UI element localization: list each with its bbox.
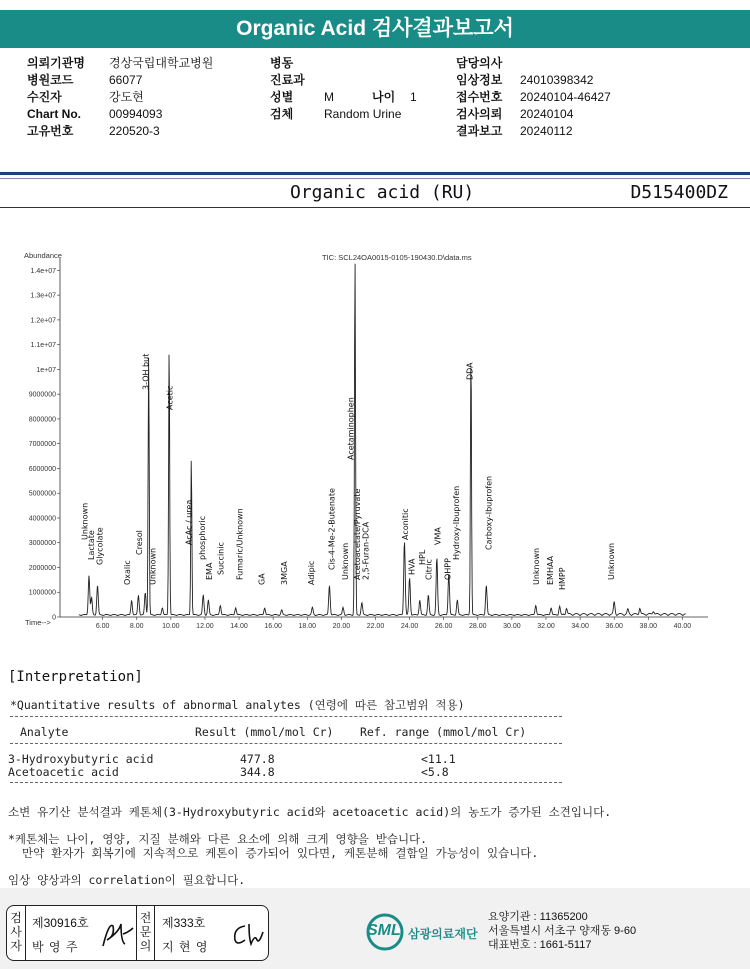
peak-annotation: Citric	[424, 559, 434, 580]
report-date-label: 결과보고	[456, 124, 503, 138]
peak-annotation: Acetic	[165, 385, 175, 410]
info-column-3	[456, 55, 611, 140]
info-column-2	[270, 55, 417, 123]
section-title: Organic acid (RU)	[290, 182, 475, 203]
peak-annotation: 3MGA	[279, 561, 289, 585]
peak-annotation: Glycolate	[95, 527, 105, 565]
note-line-3: 임상 양상과의 correlation이 필요합니다.	[8, 873, 246, 887]
section-code: D515400DZ	[630, 182, 728, 203]
x-tick-label: 36.00	[605, 623, 623, 630]
analyte-result: 477.8	[240, 752, 275, 766]
specialist-signature-icon	[229, 920, 265, 950]
analyte-name: 3-Hydroxybutyric acid	[8, 752, 154, 766]
chromatogram-chart	[0, 240, 750, 635]
x-tick-label: 16.00	[264, 623, 282, 630]
peak-annotation: Cis-4-Me-2-Butenate	[327, 488, 337, 570]
org-info	[488, 910, 636, 952]
patient-value: 강도현	[109, 90, 144, 104]
request-date-label: 검사의뢰	[456, 107, 503, 121]
x-tick-label: 14.00	[230, 623, 248, 630]
report-date-value: 20240112	[520, 124, 573, 138]
chart-no-value: 00994093	[109, 107, 163, 121]
chart-ylabel: Abundance	[24, 251, 62, 260]
clinical-info-label: 임상정보	[456, 73, 503, 87]
x-tick-label: 34.00	[571, 623, 589, 630]
peak-annotation: Fumaric/Unknown	[235, 508, 245, 580]
peak-annotation: phosphoric	[197, 515, 207, 560]
table-rule-mid	[10, 743, 562, 744]
specialist-role: 전문의	[136, 906, 155, 960]
analyte-ref: <5.8	[421, 765, 449, 779]
institution-value: 경상국립대학교병원	[109, 56, 214, 70]
section-rule	[0, 207, 750, 208]
section-header	[0, 180, 750, 206]
chart-title: TIC: SCL24OA0015-0105-190430.D\data.ms	[322, 253, 472, 262]
peak-annotation: 2,5-Furan-DCA	[361, 521, 371, 580]
conclusion-text: 소변 유기산 분석결과 케톤체(3-Hydroxybutyric acid와 acetoacetic acid)의 농도가 증가된 소견입니다.	[8, 805, 612, 819]
y-tick-label: 1e+07	[36, 366, 56, 374]
x-tick-label: 24.00	[400, 623, 419, 630]
tic-trace	[79, 264, 686, 616]
x-tick-label: 8.00	[129, 623, 144, 630]
x-tick-label: 20.00	[332, 623, 351, 630]
peak-annotation: GA	[257, 573, 267, 585]
y-tick-label: 6000000	[28, 465, 56, 473]
note-line-2: 만약 환자가 회복기에 지속적으로 케톤이 증가되어 있다면, 케톤분해 결함일 가능성이 있습니다.	[22, 846, 539, 860]
peak-annotation: HVA	[407, 558, 417, 575]
request-date-value: 20240104	[520, 107, 574, 121]
institution-label: 의뢰기관명	[27, 56, 85, 70]
patient-label: 수진자	[27, 90, 62, 104]
peak-annotation: EMA	[204, 562, 214, 580]
ward-label: 병동	[270, 56, 294, 70]
peak-annotation: Lactate	[87, 530, 97, 560]
peak-annotation: 3-OH but	[141, 353, 151, 390]
specimen-label: 검체	[270, 107, 294, 121]
clinical-info-value: 24010398342	[520, 73, 594, 87]
peak-annotation: HPL	[417, 549, 427, 565]
unique-no-label: 고유번호	[27, 124, 74, 138]
peak-annotation: AcAc / urea	[184, 499, 194, 545]
peak-annotation: Cresol	[134, 530, 144, 555]
doctor-label: 담당의사	[456, 56, 503, 70]
hospital-code-value: 66077	[109, 73, 143, 87]
header-divider-thin	[0, 178, 750, 179]
peak-annotation: Acetoacetate/Pyruvate	[353, 488, 363, 580]
y-tick-label: 1.3e+07	[30, 292, 56, 300]
peak-annotation: Unknown	[148, 547, 158, 585]
y-tick-label: 5000000	[28, 490, 56, 498]
peak-annotation: VMA	[433, 527, 443, 545]
sex-value: M	[324, 90, 334, 104]
examiner-license: 제30916호	[32, 916, 89, 930]
y-tick-label: 2000000	[28, 564, 56, 572]
x-tick-label: 40.00	[673, 623, 692, 630]
x-tick-label: 22.00	[366, 623, 385, 630]
y-tick-label: 4000000	[28, 515, 56, 523]
peak-annotation: Unknown	[341, 542, 351, 580]
sex-label: 성별	[270, 90, 294, 104]
peak-annotation: Oxalic	[122, 560, 132, 585]
org-code: 요양기관 : 11365200	[488, 911, 588, 923]
peak-annotation: HMPP	[557, 567, 567, 590]
x-tick-label: 30.00	[503, 623, 521, 630]
examiner-signature-icon	[99, 918, 135, 952]
peak-annotation: OHPP	[443, 558, 453, 580]
x-tick-label: 26.00	[434, 623, 453, 630]
header-divider	[0, 172, 750, 175]
peak-annotation: Unknown	[532, 547, 542, 585]
peak-annotation: Adipic	[307, 560, 317, 585]
table-rule-bottom	[10, 782, 562, 783]
y-tick-label: 3000000	[28, 540, 56, 548]
specialist-name: 지 현 영	[162, 940, 209, 954]
peak-annotation: Aconitic	[400, 508, 410, 540]
receipt-no-label: 접수번호	[456, 90, 503, 104]
org-address: 서울특별시 서초구 양재동 9-60	[488, 925, 637, 937]
note-line-1: *케톤체는 나이, 영양, 지질 분해와 다른 요소에 의해 크게 영향을 받습니다.	[8, 832, 428, 846]
interpretation-title: [Interpretation]	[8, 669, 143, 685]
org-name: 삼광의료재단	[408, 927, 478, 941]
info-column-1	[27, 55, 213, 140]
x-tick-label: 32.00	[537, 623, 555, 630]
x-tick-label: 12.00	[196, 623, 214, 630]
x-tick-label: 38.00	[639, 623, 658, 630]
peak-annotation: Carboxy-Ibuprofen	[484, 475, 494, 550]
analyte-result: 344.8	[240, 765, 275, 779]
peak-annotation: DDA	[465, 362, 475, 380]
y-tick-label: 7000000	[28, 441, 56, 449]
x-tick-label: 6.00	[95, 623, 110, 630]
y-tick-label: 9000000	[28, 391, 56, 399]
y-tick-label: 0	[52, 614, 56, 622]
age-value: 1	[410, 90, 417, 104]
org-phone: 대표번호 : 1661-5117	[488, 939, 592, 951]
col-analyte: Analyte	[20, 725, 69, 739]
x-tick-label: 28.00	[469, 623, 487, 630]
peak-annotation: Acetaminophen	[346, 397, 356, 460]
peak-annotation: Unknown	[607, 542, 617, 580]
report-title: Organic Acid 검사결과보고서	[0, 10, 750, 48]
col-ref: Ref. range (mmol/mol Cr)	[360, 725, 527, 739]
peak-annotation: Succinic	[216, 542, 226, 575]
peak-annotation: Hydroxy-Ibuprofen	[452, 485, 462, 560]
dept-label: 진료과	[270, 73, 305, 87]
x-tick-label: 10.00	[162, 623, 180, 630]
specialist-license: 제333호	[162, 916, 206, 930]
peak-annotation: Unknown	[80, 502, 90, 540]
receipt-no-value: 20240104-46427	[520, 90, 611, 104]
y-tick-label: 1.4e+07	[30, 267, 56, 275]
logo-text: SML	[367, 922, 401, 939]
analyte-ref: <11.1	[421, 752, 456, 766]
chart-xlabel: Time-->	[25, 618, 51, 627]
examiner-role: 검사자	[7, 906, 26, 960]
examiner-name: 박 영 주	[32, 940, 79, 954]
peak-annotation: EMHAA	[545, 555, 555, 585]
specimen-value: Random Urine	[324, 107, 402, 121]
y-tick-label: 1000000	[28, 589, 56, 597]
x-tick-label: 18.00	[298, 623, 317, 630]
interpretation-subtitle: *Quantitative results of abnormal analytes (연령에 따른 참고범위 적용)	[10, 698, 465, 712]
hospital-code-label: 병원코드	[27, 73, 74, 87]
age-label: 나이	[372, 90, 396, 104]
table-rule-top	[10, 716, 562, 717]
y-tick-label: 1.2e+07	[30, 317, 56, 325]
signature-box	[6, 905, 269, 961]
chart-no-label: Chart No.	[27, 107, 81, 121]
unique-no-value: 220520-3	[109, 124, 160, 138]
y-tick-label: 1.1e+07	[30, 342, 56, 350]
col-result: Result (mmol/mol Cr)	[195, 725, 334, 739]
y-tick-label: 8000000	[28, 416, 56, 424]
analyte-name: Acetoacetic acid	[8, 765, 119, 779]
